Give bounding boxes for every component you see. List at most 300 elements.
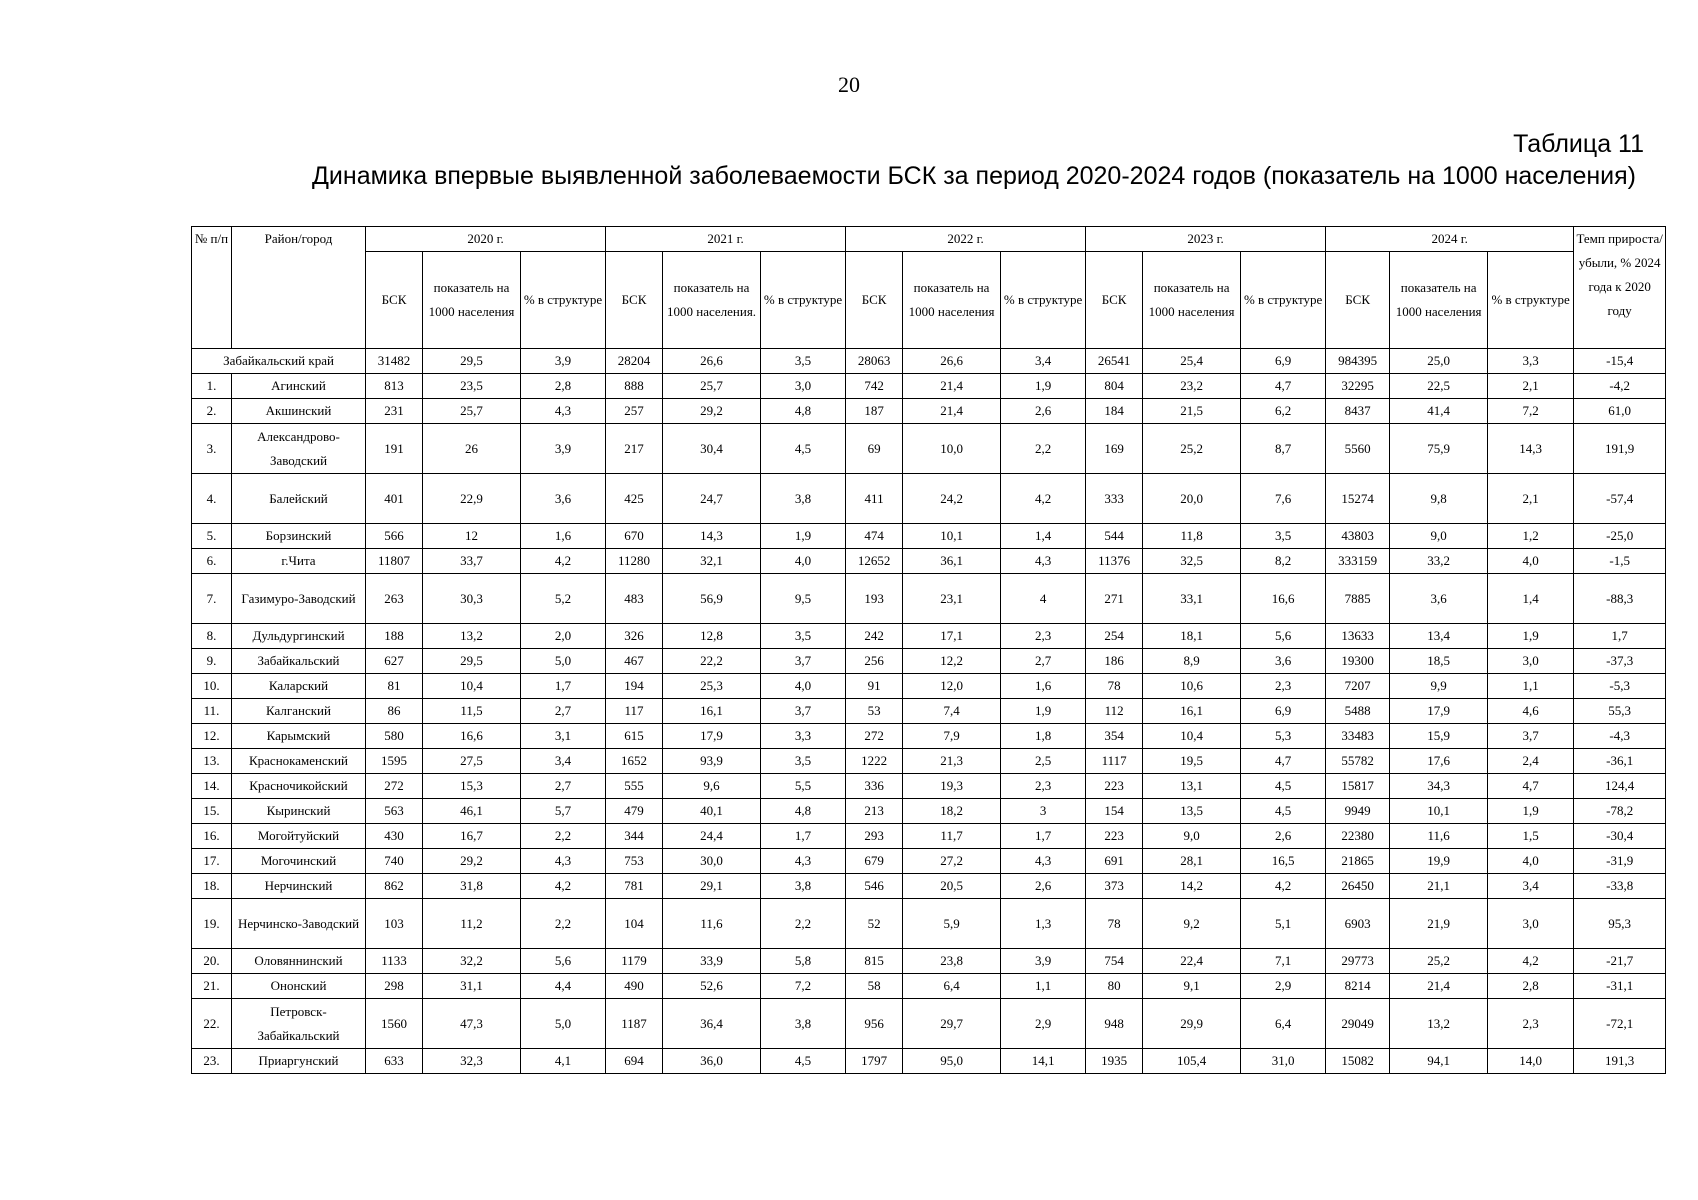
table-cell: 8,2 [1241, 549, 1326, 574]
table-cell: 5,5 [761, 774, 846, 799]
table-cell: 25,2 [1143, 424, 1241, 474]
table-cell: 242 [846, 624, 903, 649]
table-cell: 740 [366, 849, 423, 874]
table-cell: 3,7 [761, 649, 846, 674]
table-cell: 29,7 [903, 999, 1001, 1049]
table-cell: 26541 [1086, 349, 1143, 374]
district-name: Красночикойский [232, 774, 366, 799]
table-cell: 55,3 [1574, 699, 1666, 724]
table-cell: 2,0 [521, 624, 606, 649]
row-number: 23. [192, 1049, 232, 1074]
table-cell: 14,3 [1488, 424, 1574, 474]
table-cell: 2,8 [1488, 974, 1574, 999]
table-cell: 2,6 [1001, 399, 1086, 424]
table-cell: 17,1 [903, 624, 1001, 649]
table-row [192, 524, 1666, 549]
row-number: 13. [192, 749, 232, 774]
table-cell: 3,9 [521, 424, 606, 474]
row-number: 3. [192, 424, 232, 474]
header-row-years [192, 227, 1666, 252]
table-cell: 33,7 [423, 549, 521, 574]
table-cell: 34,3 [1390, 774, 1488, 799]
table-cell: 18,5 [1390, 649, 1488, 674]
incidence-table [191, 226, 1666, 1074]
table-cell: 23,8 [903, 949, 1001, 974]
table-cell: 11,7 [903, 824, 1001, 849]
table-cell: 4,3 [1001, 849, 1086, 874]
table-cell: 22,4 [1143, 949, 1241, 974]
table-cell: 425 [606, 474, 663, 524]
table-row [192, 424, 1666, 474]
table-cell: 670 [606, 524, 663, 549]
table-cell: 11,8 [1143, 524, 1241, 549]
table-cell: 14,3 [663, 524, 761, 549]
table-cell: 1,6 [1001, 674, 1086, 699]
table-cell: 4,8 [761, 399, 846, 424]
table-cell: 5,9 [903, 899, 1001, 949]
table-cell: 31,0 [1241, 1049, 1326, 1074]
header-growth: Темп прироста/ убыли, % 2024 года к 2020 году [1574, 227, 1666, 349]
table-cell: 2,6 [1241, 824, 1326, 849]
table-cell: 10,0 [903, 424, 1001, 474]
table-cell: 105,4 [1143, 1049, 1241, 1074]
table-body [192, 349, 1666, 1074]
table-cell: 2,7 [521, 699, 606, 724]
header-bsk: БСК [846, 252, 903, 349]
table-cell: 15,9 [1390, 724, 1488, 749]
table-cell: 6,4 [1241, 999, 1326, 1049]
district-name: Александрово-Заводский [232, 424, 366, 474]
table-cell: 4,4 [521, 974, 606, 999]
table-cell: 7,9 [903, 724, 1001, 749]
table-cell: -72,1 [1574, 999, 1666, 1049]
table-cell: 9,2 [1143, 899, 1241, 949]
table-cell: 8437 [1326, 399, 1390, 424]
table-cell: 333159 [1326, 549, 1390, 574]
table-cell: 257 [606, 399, 663, 424]
district-name: Ононский [232, 974, 366, 999]
table-cell: 56,9 [663, 574, 761, 624]
table-cell: 69 [846, 424, 903, 474]
table-cell: 18,2 [903, 799, 1001, 824]
table-cell: 490 [606, 974, 663, 999]
table-cell: 46,1 [423, 799, 521, 824]
table-cell: 194 [606, 674, 663, 699]
table-cell: 344 [606, 824, 663, 849]
table-row [192, 399, 1666, 424]
row-number: 14. [192, 774, 232, 799]
table-row [192, 849, 1666, 874]
table-cell: -31,1 [1574, 974, 1666, 999]
table-cell: 4,3 [761, 849, 846, 874]
table-cell: 16,6 [1241, 574, 1326, 624]
header-num: № п/п [192, 227, 232, 349]
table-cell: 4,2 [521, 549, 606, 574]
district-name: Балейский [232, 474, 366, 524]
table-cell: 26 [423, 424, 521, 474]
table-cell: 4,2 [1241, 874, 1326, 899]
district-name: Калганский [232, 699, 366, 724]
table-cell: 5,0 [521, 999, 606, 1049]
table-cell: 4,1 [521, 1049, 606, 1074]
table-cell: 223 [1086, 774, 1143, 799]
table-cell: 5560 [1326, 424, 1390, 474]
table-cell: 104 [606, 899, 663, 949]
table-cell: 13,1 [1143, 774, 1241, 799]
table-cell: 10,1 [903, 524, 1001, 549]
header-share: % в структуре [761, 252, 846, 349]
table-cell: 401 [366, 474, 423, 524]
table-cell: 263 [366, 574, 423, 624]
table-cell: -4,3 [1574, 724, 1666, 749]
table-cell: 813 [366, 374, 423, 399]
table-cell: 26450 [1326, 874, 1390, 899]
row-number: 12. [192, 724, 232, 749]
table-cell: 4,0 [761, 549, 846, 574]
row-number: 7. [192, 574, 232, 624]
table-cell: 298 [366, 974, 423, 999]
district-name: Карымский [232, 724, 366, 749]
table-cell: 21865 [1326, 849, 1390, 874]
table-cell: 21,5 [1143, 399, 1241, 424]
table-cell: 3,4 [1488, 874, 1574, 899]
table-cell: 80 [1086, 974, 1143, 999]
table-cell: 36,1 [903, 549, 1001, 574]
table-cell: 467 [606, 649, 663, 674]
table-cell: 9,9 [1390, 674, 1488, 699]
table-cell: 4,2 [521, 874, 606, 899]
table-cell: 12,2 [903, 649, 1001, 674]
table-cell: 5,0 [521, 649, 606, 674]
table-cell: 1187 [606, 999, 663, 1049]
table-cell: 27,5 [423, 749, 521, 774]
table-cell: 30,4 [663, 424, 761, 474]
table-cell: -78,2 [1574, 799, 1666, 824]
row-number: 9. [192, 649, 232, 674]
table-cell: 191 [366, 424, 423, 474]
table-cell: 272 [846, 724, 903, 749]
table-cell: 4,5 [1241, 774, 1326, 799]
table-cell: 1,7 [1001, 824, 1086, 849]
table-cell: 7,6 [1241, 474, 1326, 524]
table-row [192, 549, 1666, 574]
table-cell: 293 [846, 824, 903, 849]
header-share: % в структуре [521, 252, 606, 349]
table-cell: 3,6 [1390, 574, 1488, 624]
table-cell: 3,7 [1488, 724, 1574, 749]
header-bsk: БСК [606, 252, 663, 349]
table-cell: 2,8 [521, 374, 606, 399]
table-cell: 2,2 [521, 899, 606, 949]
table-cell: 5488 [1326, 699, 1390, 724]
table-cell: 58 [846, 974, 903, 999]
table-cell: 13,5 [1143, 799, 1241, 824]
table-cell: 563 [366, 799, 423, 824]
table-cell: 21,3 [903, 749, 1001, 774]
total-label: Забайкальский край [192, 349, 366, 374]
row-number: 17. [192, 849, 232, 874]
table-cell: 3,5 [761, 349, 846, 374]
table-cell: 13,2 [423, 624, 521, 649]
table-cell: 23,5 [423, 374, 521, 399]
table-cell: 6,2 [1241, 399, 1326, 424]
table-cell: 2,1 [1488, 374, 1574, 399]
header-year-2021: 2021 г. [606, 227, 846, 252]
table-cell: 862 [366, 874, 423, 899]
table-caption: Таблица 11 [1513, 130, 1644, 158]
table-cell: 9,5 [761, 574, 846, 624]
table-cell: 188 [366, 624, 423, 649]
table-cell: 4,0 [761, 674, 846, 699]
table-cell: 1652 [606, 749, 663, 774]
table-cell: 223 [1086, 824, 1143, 849]
table-cell: 93,9 [663, 749, 761, 774]
table-cell: 256 [846, 649, 903, 674]
table-row-total [192, 349, 1666, 374]
table-cell: 6,9 [1241, 699, 1326, 724]
table-cell: 23,1 [903, 574, 1001, 624]
table-cell: 17,6 [1390, 749, 1488, 774]
table-cell: 28,1 [1143, 849, 1241, 874]
table-row [192, 699, 1666, 724]
table-cell: 2,7 [521, 774, 606, 799]
table-cell: -25,0 [1574, 524, 1666, 549]
table-cell: 10,6 [1143, 674, 1241, 699]
table-cell: 17,9 [1390, 699, 1488, 724]
row-number: 20. [192, 949, 232, 974]
table-cell: 3,5 [1241, 524, 1326, 549]
table-cell: 26,6 [903, 349, 1001, 374]
table-cell: 19,3 [903, 774, 1001, 799]
table-cell: 2,3 [1241, 674, 1326, 699]
row-number: 19. [192, 899, 232, 949]
table-cell: 4,5 [1241, 799, 1326, 824]
table-cell: 55782 [1326, 749, 1390, 774]
table-cell: 36,4 [663, 999, 761, 1049]
table-cell: 26,6 [663, 349, 761, 374]
table-cell: 21,4 [903, 399, 1001, 424]
table-cell: 12652 [846, 549, 903, 574]
table-cell: 1,9 [1488, 799, 1574, 824]
table-cell: 1595 [366, 749, 423, 774]
table-cell: 4,2 [1001, 474, 1086, 524]
header-share: % в структуре [1241, 252, 1326, 349]
header-rate: показатель на 1000 населения [423, 252, 521, 349]
table-cell: 2,2 [521, 824, 606, 849]
table-cell: 5,2 [521, 574, 606, 624]
table-cell: 25,7 [423, 399, 521, 424]
district-name: Приаргунский [232, 1049, 366, 1074]
table-cell: 21,4 [1390, 974, 1488, 999]
table-cell: 6903 [1326, 899, 1390, 949]
table-cell: 1,1 [1488, 674, 1574, 699]
table-cell: 580 [366, 724, 423, 749]
table-cell: 112 [1086, 699, 1143, 724]
table-cell: 566 [366, 524, 423, 549]
table-cell: 29,1 [663, 874, 761, 899]
table-cell: 7,2 [1488, 399, 1574, 424]
district-name: Могойтуйский [232, 824, 366, 849]
header-bsk: БСК [1086, 252, 1143, 349]
table-cell: 25,3 [663, 674, 761, 699]
table-cell: 22,2 [663, 649, 761, 674]
table-cell: -57,4 [1574, 474, 1666, 524]
table-cell: 15082 [1326, 1049, 1390, 1074]
table-cell: 956 [846, 999, 903, 1049]
table-cell: 4 [1001, 574, 1086, 624]
table-cell: 627 [366, 649, 423, 674]
header-rate: показатель на 1000 населения. [663, 252, 761, 349]
table-cell: 7,2 [761, 974, 846, 999]
table-cell: 4,3 [521, 399, 606, 424]
table-cell: 25,7 [663, 374, 761, 399]
table-cell: 20,5 [903, 874, 1001, 899]
table-cell: 41,4 [1390, 399, 1488, 424]
table-cell: 1,9 [1001, 699, 1086, 724]
table-cell: 1,8 [1001, 724, 1086, 749]
district-name: Газимуро-Заводский [232, 574, 366, 624]
table-cell: 544 [1086, 524, 1143, 549]
table-cell: 1935 [1086, 1049, 1143, 1074]
district-name: Кыринский [232, 799, 366, 824]
table-cell: 6,9 [1241, 349, 1326, 374]
table-cell: 61,0 [1574, 399, 1666, 424]
table-cell: 17,9 [663, 724, 761, 749]
district-name: Каларский [232, 674, 366, 699]
table-cell: 3,1 [521, 724, 606, 749]
table-cell: 2,3 [1001, 774, 1086, 799]
table-cell: 217 [606, 424, 663, 474]
district-name: Краснокаменский [232, 749, 366, 774]
table-cell: 2,2 [761, 899, 846, 949]
table-cell: 546 [846, 874, 903, 899]
table-row [192, 724, 1666, 749]
table-cell: -37,3 [1574, 649, 1666, 674]
table-cell: 3,0 [761, 374, 846, 399]
table-cell: 11280 [606, 549, 663, 574]
table-cell: 1133 [366, 949, 423, 974]
table-cell: 19,5 [1143, 749, 1241, 774]
table-cell: 24,2 [903, 474, 1001, 524]
table-cell: 2,7 [1001, 649, 1086, 674]
table-cell: 742 [846, 374, 903, 399]
table-row [192, 674, 1666, 699]
table-cell: 19,9 [1390, 849, 1488, 874]
table-cell: 336 [846, 774, 903, 799]
row-number: 10. [192, 674, 232, 699]
table-cell: 12,0 [903, 674, 1001, 699]
table-cell: 479 [606, 799, 663, 824]
table-cell: 10,4 [423, 674, 521, 699]
table-cell: 95,0 [903, 1049, 1001, 1074]
table-cell: 78 [1086, 674, 1143, 699]
table-cell: 754 [1086, 949, 1143, 974]
row-number: 11. [192, 699, 232, 724]
header-rate: показатель на 1000 населения [903, 252, 1001, 349]
table-row [192, 899, 1666, 949]
table-cell: 4,5 [761, 1049, 846, 1074]
table-cell: 1179 [606, 949, 663, 974]
table-row [192, 624, 1666, 649]
table-cell: 32,3 [423, 1049, 521, 1074]
table-row [192, 774, 1666, 799]
table-cell: 16,1 [1143, 699, 1241, 724]
table-cell: 5,7 [521, 799, 606, 824]
table-row [192, 749, 1666, 774]
table-cell: 804 [1086, 374, 1143, 399]
header-bsk: БСК [366, 252, 423, 349]
table-cell: 4,7 [1241, 374, 1326, 399]
table-cell: 11,5 [423, 699, 521, 724]
table-cell: 679 [846, 849, 903, 874]
table-cell: 3,4 [1001, 349, 1086, 374]
table-cell: -5,3 [1574, 674, 1666, 699]
table-cell: 25,0 [1390, 349, 1488, 374]
table-cell: 1,9 [1001, 374, 1086, 399]
table-cell: 94,1 [1390, 1049, 1488, 1074]
table-cell: 633 [366, 1049, 423, 1074]
table-cell: 95,3 [1574, 899, 1666, 949]
table-cell: 53 [846, 699, 903, 724]
table-cell: 28204 [606, 349, 663, 374]
table-title: Динамика впервые выявленной заболеваемости БСК за период 2020-2024 годов (показатель на 1000 населения) [312, 162, 1636, 190]
table-cell: 7885 [1326, 574, 1390, 624]
table-cell: 7207 [1326, 674, 1390, 699]
table-cell: 15274 [1326, 474, 1390, 524]
table-cell: 5,3 [1241, 724, 1326, 749]
table-cell: 21,9 [1390, 899, 1488, 949]
table-cell: 1,6 [521, 524, 606, 549]
table-cell: 22,9 [423, 474, 521, 524]
table-cell: 4,0 [1488, 849, 1574, 874]
table-cell: 32295 [1326, 374, 1390, 399]
district-name: Борзинский [232, 524, 366, 549]
table-cell: 9,6 [663, 774, 761, 799]
table-cell: 30,0 [663, 849, 761, 874]
row-number: 4. [192, 474, 232, 524]
table-cell: 1117 [1086, 749, 1143, 774]
table-row [192, 649, 1666, 674]
table-cell: 78 [1086, 899, 1143, 949]
table-cell: 1,2 [1488, 524, 1574, 549]
header-share: % в структуре [1488, 252, 1574, 349]
table-cell: 1,9 [761, 524, 846, 549]
table-cell: 11,2 [423, 899, 521, 949]
table-cell: 2,3 [1488, 999, 1574, 1049]
table-cell: 29773 [1326, 949, 1390, 974]
row-number: 18. [192, 874, 232, 899]
table-cell: 231 [366, 399, 423, 424]
table-row [192, 949, 1666, 974]
table-cell: 8,9 [1143, 649, 1241, 674]
table-cell: 11,6 [1390, 824, 1488, 849]
table-cell: 2,1 [1488, 474, 1574, 524]
table-cell: 32,2 [423, 949, 521, 974]
table-cell: 781 [606, 874, 663, 899]
table-cell: 10,1 [1390, 799, 1488, 824]
table-cell: 193 [846, 574, 903, 624]
table-cell: 25,2 [1390, 949, 1488, 974]
table-cell: 2,4 [1488, 749, 1574, 774]
header-rate: показатель на 1000 населения [1143, 252, 1241, 349]
table-cell: 9,8 [1390, 474, 1488, 524]
table-cell: 11807 [366, 549, 423, 574]
row-number: 21. [192, 974, 232, 999]
table-cell: 91 [846, 674, 903, 699]
table-cell: 691 [1086, 849, 1143, 874]
table-cell: 27,2 [903, 849, 1001, 874]
table-row [192, 999, 1666, 1049]
